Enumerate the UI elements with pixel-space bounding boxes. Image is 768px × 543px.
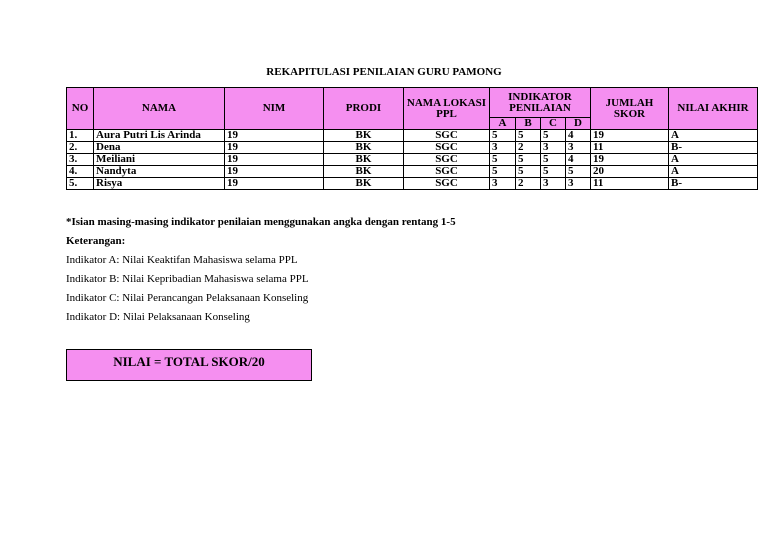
cell-indikator-d: 4 bbox=[566, 154, 591, 166]
header-prodi: PRODI bbox=[324, 88, 404, 130]
cell-indikator-c: 3 bbox=[541, 142, 566, 154]
cell-nama: Meiliani bbox=[94, 154, 225, 166]
cell-jumlah-skor: 11 bbox=[591, 142, 669, 154]
indicator-a-description: Indikator A: Nilai Keaktifan Mahasiswa selama PPL bbox=[66, 254, 298, 266]
cell-indikator-c: 5 bbox=[541, 130, 566, 142]
cell-indikator-b: 5 bbox=[516, 130, 541, 142]
header-jumlah-skor: JUMLAH SKOR bbox=[591, 88, 669, 130]
cell-indikator-c: 3 bbox=[541, 178, 566, 190]
cell-nama: Dena bbox=[94, 142, 225, 154]
cell-prodi: BK bbox=[324, 178, 404, 190]
indicator-b-description: Indikator B: Nilai Kepribadian Mahasiswa selama PPL bbox=[66, 273, 309, 285]
cell-nilai-akhir: A bbox=[669, 166, 758, 178]
recap-table bbox=[66, 87, 758, 190]
table-row bbox=[67, 154, 758, 166]
header-indikator-c: C bbox=[541, 118, 566, 130]
cell-indikator-b: 5 bbox=[516, 166, 541, 178]
header-no: NO bbox=[67, 88, 94, 130]
header-nilai-akhir: NILAI AKHIR bbox=[669, 88, 758, 130]
cell-lokasi: SGC bbox=[404, 154, 490, 166]
cell-indikator-d: 3 bbox=[566, 142, 591, 154]
table-row bbox=[67, 142, 758, 154]
cell-nim: 19 bbox=[225, 154, 324, 166]
cell-nilai-akhir: A bbox=[669, 154, 758, 166]
cell-prodi: BK bbox=[324, 154, 404, 166]
notes-section bbox=[66, 216, 456, 330]
cell-indikator-d: 4 bbox=[566, 130, 591, 142]
header-indikator-d: D bbox=[566, 118, 591, 130]
header-indikator-b: B bbox=[516, 118, 541, 130]
cell-lokasi: SGC bbox=[404, 142, 490, 154]
cell-prodi: BK bbox=[324, 130, 404, 142]
cell-nama: Nandyta bbox=[94, 166, 225, 178]
cell-jumlah-skor: 19 bbox=[591, 154, 669, 166]
cell-lokasi: SGC bbox=[404, 130, 490, 142]
cell-nilai-akhir: B- bbox=[669, 142, 758, 154]
cell-jumlah-skor: 20 bbox=[591, 166, 669, 178]
cell-lokasi: SGC bbox=[404, 178, 490, 190]
header-nama: NAMA bbox=[94, 88, 225, 130]
keterangan-heading: Keterangan: bbox=[66, 235, 126, 247]
table-row bbox=[67, 130, 758, 142]
header-indikator: INDIKATOR PENILAIAN bbox=[490, 88, 591, 118]
cell-nama: Aura Putri Lis Arinda bbox=[94, 130, 225, 142]
cell-nim: 19 bbox=[225, 178, 324, 190]
cell-indikator-c: 5 bbox=[541, 154, 566, 166]
cell-indikator-d: 5 bbox=[566, 166, 591, 178]
header-indikator-a: A bbox=[490, 118, 516, 130]
cell-indikator-a: 5 bbox=[490, 130, 516, 142]
cell-no: 1. bbox=[67, 130, 94, 142]
cell-no: 4. bbox=[67, 166, 94, 178]
cell-no: 2. bbox=[67, 142, 94, 154]
indicator-d-description: Indikator D: Nilai Pelaksanaan Konseling bbox=[66, 311, 250, 323]
cell-jumlah-skor: 11 bbox=[591, 178, 669, 190]
cell-jumlah-skor: 19 bbox=[591, 130, 669, 142]
cell-indikator-a: 5 bbox=[490, 154, 516, 166]
header-nim: NIM bbox=[225, 88, 324, 130]
cell-no: 3. bbox=[67, 154, 94, 166]
cell-lokasi: SGC bbox=[404, 166, 490, 178]
cell-nilai-akhir: B- bbox=[669, 178, 758, 190]
cell-indikator-b: 2 bbox=[516, 178, 541, 190]
cell-nim: 19 bbox=[225, 166, 324, 178]
cell-nim: 19 bbox=[225, 130, 324, 142]
cell-nim: 19 bbox=[225, 142, 324, 154]
cell-nama: Risya bbox=[94, 178, 225, 190]
header-lokasi: NAMA LOKASI PPL bbox=[404, 88, 490, 130]
table-row bbox=[67, 166, 758, 178]
cell-indikator-a: 3 bbox=[490, 178, 516, 190]
cell-indikator-b: 5 bbox=[516, 154, 541, 166]
cell-nilai-akhir: A bbox=[669, 130, 758, 142]
document-title: REKAPITULASI PENILAIAN GURU PAMONG bbox=[266, 66, 502, 78]
cell-indikator-a: 3 bbox=[490, 142, 516, 154]
cell-prodi: BK bbox=[324, 166, 404, 178]
cell-prodi: BK bbox=[324, 142, 404, 154]
cell-indikator-a: 5 bbox=[490, 166, 516, 178]
cell-indikator-d: 3 bbox=[566, 178, 591, 190]
cell-no: 5. bbox=[67, 178, 94, 190]
cell-indikator-c: 5 bbox=[541, 166, 566, 178]
scoring-note: *Isian masing-masing indikator penilaian menggunakan angka dengan rentang 1-5 bbox=[66, 216, 456, 228]
indicator-c-description: Indikator C: Nilai Perancangan Pelaksanaan Konseling bbox=[66, 292, 309, 304]
cell-indikator-b: 2 bbox=[516, 142, 541, 154]
table-row bbox=[67, 178, 758, 190]
score-formula-box: NILAI = TOTAL SKOR/20 bbox=[66, 349, 312, 381]
